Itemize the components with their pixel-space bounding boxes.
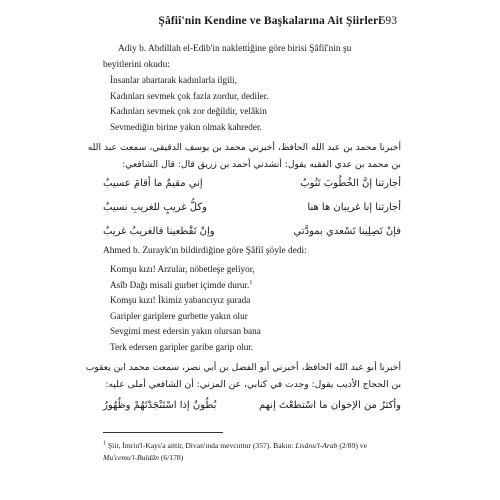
footnote-divider — [103, 432, 223, 433]
turkish-verse-2 — [110, 262, 261, 356]
intro-line: Ahmed b. Zurayk'ın bildirdiğine göre Şâfiî şöyle dedi: — [103, 246, 307, 256]
arabic-line: بن محمد بن عدي الفقيه يقول: أنشدني أحمد بن زريق قال: قال الشافعي: — [122, 158, 401, 170]
hemistich-first: أجارتنا إنَّ الخُطُوبَ تَنُوبُ — [300, 178, 401, 189]
hemistich-first: أجارتنا إنا غريبان ها هنا — [307, 202, 401, 213]
poem-couplet — [103, 196, 401, 220]
intro-line: beyitlerini okudu: — [103, 59, 170, 70]
verse-line: Kadınları sevmek çok zor değildir, velâkin — [110, 106, 267, 117]
arabic-poem-1 — [103, 172, 401, 244]
hemistich-first: فإنْ تَصِلِينا تَسْعدي بمودَّتي — [293, 226, 401, 237]
footnote-text: (6/178) — [158, 453, 184, 462]
verse-text: Sevgimi mest edersin yakın olursan bana — [110, 326, 261, 337]
verse-line — [110, 309, 261, 325]
intro-paragraph — [103, 42, 401, 73]
poem-couplet — [103, 394, 401, 418]
verse-line: İnsanlar abartarak kadınlarla ilgili, — [110, 75, 238, 85]
verse-text: Komşu kızı! İkimiz yabancıyız şurada — [110, 295, 251, 306]
footnote-text: (2/89) ve — [337, 441, 367, 450]
verse-line — [110, 293, 261, 309]
arabic-isnad-1 — [87, 140, 401, 173]
footnote — [103, 440, 401, 464]
page-number: 593 — [379, 14, 397, 27]
footnote-marker[interactable]: 1 — [249, 279, 253, 286]
verse-line: Sevmediğin birine yakın olmak kahreder. — [110, 121, 262, 132]
arabic-poem-2 — [103, 394, 401, 418]
hemistich-second: وكلُّ غريبٍ للغريبِ نسيبُ — [103, 202, 207, 213]
turkish-verse-1 — [110, 73, 269, 135]
intro-line: Adiy b. Abdillah el-Edib'in nakletti̇ğine göre birisi Şâfiî'nin şu — [118, 44, 352, 54]
poem-couplet — [103, 172, 401, 196]
hemistich-second: إني مقيمٌ ما أقامَ عسيبُ — [103, 178, 203, 189]
hemistich-second: بُطُونٌ إذا اسْتَنْجَدْتَهُمْ وظُهُورُ — [103, 400, 217, 411]
hemistich-first: وأكثرُ من الإخوان ما اسْتطعْتَ إنهم — [259, 400, 401, 411]
hemistich-second: وإنْ تَقْطعينا فالغريبُ غريبُ — [103, 226, 215, 237]
verse-text: Asîb Dağı misali gurbet içimde durur. — [110, 279, 250, 290]
arabic-isnad-2 — [85, 360, 401, 393]
verse-text: Garipler gariplere gurbette yakın olur — [110, 310, 248, 321]
footnote-number: 1 — [103, 440, 106, 447]
arabic-line: أخبرنا محمد بن عبد الله الحافظ، أخبرني محمد بن يوسف الدقيقي، سمعت عبد الله — [87, 142, 401, 153]
arabic-line: أخبرنا أبو عبد الله الحافظ، أخبرني أبو الفضل بن أبي نصر، سمعت محمد ابن يعقوب — [85, 362, 401, 373]
running-header: Şâfiî'nin Kendine ve Başkalarına Ait Şiirleri — [158, 14, 382, 27]
arabic-line: بن الحجاج الأديب يقول: وجدت في كتابي، عن المزني: أن الشافعي أملى عليه: — [105, 378, 401, 390]
verse-line — [110, 262, 261, 278]
poem-couplet — [103, 220, 401, 244]
verse-line: Kadınları sevmek çok fazla zordur, dediler. — [110, 90, 269, 101]
verse-line — [110, 278, 261, 294]
verse-text: Komşu kızı! Arzular, nöbetleşe geliyor, — [110, 264, 255, 274]
verse-line — [110, 324, 261, 340]
footnote-source: Mu'cemu'l-Buldân — [103, 453, 159, 462]
footnote-text: Şiir, İmriu'l-Kays'a aittir, Divan'ında mevcuttur (357). Bakın: — [107, 441, 296, 450]
verse-text: Terk edersen garipler garibe garip olur. — [110, 341, 254, 352]
verse-line — [110, 340, 261, 356]
intro-paragraph-2 — [103, 244, 401, 260]
footnote-source: Lisânu'l-Arab — [295, 441, 338, 450]
